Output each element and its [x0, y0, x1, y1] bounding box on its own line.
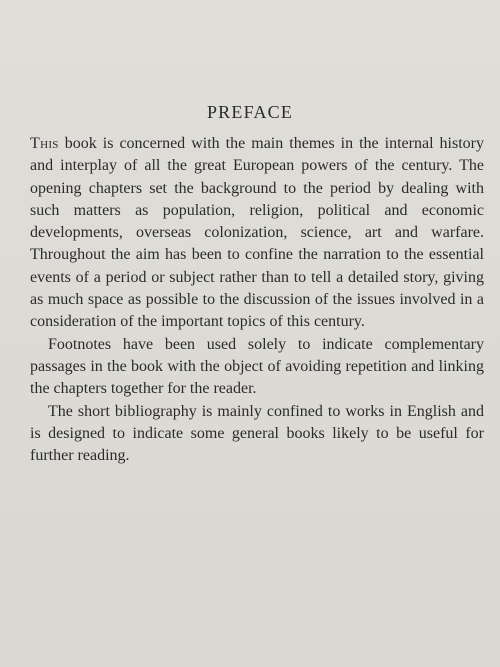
paragraph-1-text: book is concerned with the main themes in the internal history and interplay of all the great European powers of the century. The opening chapters set the background to the period by dealing with such matters as population, religion, political and economic developments, overseas colonization, science, art and warfare. Throughout the aim has been to confine the narration to the essential events of a period or subject rather than to tell a detailed story, giving as much space as possible to the discussion of the issues involved in a consideration of the important topics of this century. [30, 135, 484, 331]
paragraph-lead-word: This [30, 135, 59, 152]
paragraph-3: The short bibliography is mainly confined to works in English and is designed to indicate some general books likely to be useful for further reading. [30, 402, 484, 465]
paragraph-2: Footnotes have been used solely to indicate complementary passages in the book with the object of avoiding repetition and linking the chapters together for the reader. [30, 335, 484, 398]
paragraph-1 [30, 133, 484, 334]
preface-body [30, 133, 484, 467]
page-title: PREFACE [206, 102, 294, 122]
